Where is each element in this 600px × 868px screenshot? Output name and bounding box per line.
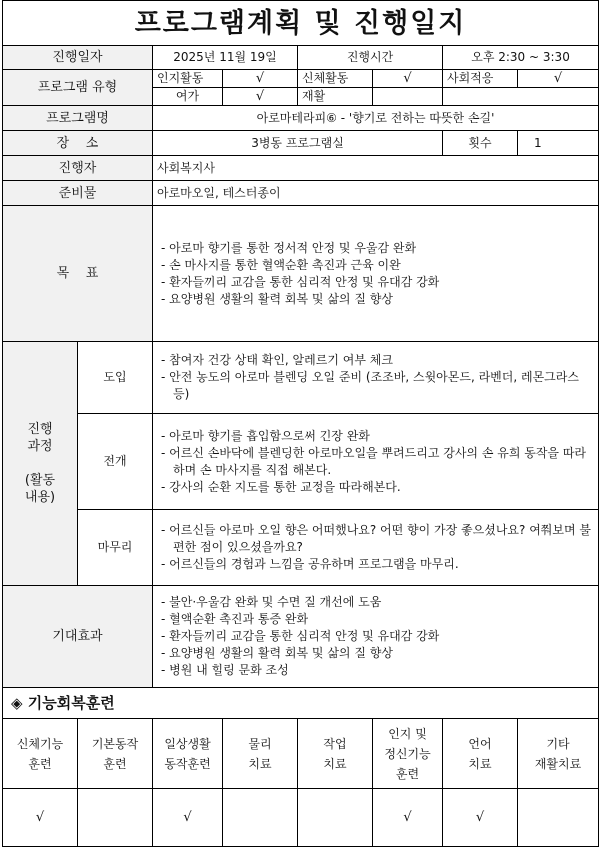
header-line: 인지 및 — [388, 726, 427, 741]
rehab-check-cell — [223, 789, 298, 847]
rehab-check-cell — [78, 789, 153, 847]
phase-item: - 어르신들의 경험과 느낌을 공유하며 프로그램을 마무리. — [161, 557, 459, 571]
header-line: 치료 — [468, 756, 492, 771]
phase-item: - 참여자 건강 상태 확인, 알레르기 여부 체크 — [161, 353, 393, 367]
header-line: 기본동작 — [91, 736, 139, 751]
place-value: 3병동 프로그램실 — [153, 131, 443, 156]
count-label: 횟수 — [443, 131, 518, 156]
process-label-line: 내용) — [24, 490, 56, 505]
goal-item: - 요양병원 생활의 활력 회복 및 삶의 질 향상 — [161, 291, 393, 306]
materials-value: 아로마오일, 테스터종이 — [153, 181, 599, 206]
phase-develop-label: 전개 — [78, 414, 153, 510]
rehab-col-header — [298, 719, 373, 789]
header-line: 신체기능 — [16, 736, 64, 751]
phase-item: - 어르신들 아로마 오일 향은 어떠했나요? 어떤 향이 가장 좋으셨나요? 여쭤보며 불편한 점이 있으셨을까요? — [161, 523, 591, 554]
type-rehab-check — [373, 88, 443, 106]
type-cognitive-label: 인지활동 — [153, 70, 223, 88]
process-label-line: 진행 — [27, 422, 53, 437]
count-value: 1 — [518, 131, 599, 156]
header-line: 치료 — [323, 756, 347, 771]
goal-list — [153, 206, 599, 342]
phase-intro-list — [153, 342, 599, 414]
goal-item: - 아로마 향기를 통한 정서적 안정 및 우울감 완화 — [161, 240, 417, 255]
effect-item: - 불안·우울감 완화 및 수면 질 개선에 도움 — [161, 595, 382, 609]
type-leisure-check: √ — [223, 88, 298, 106]
place-label: 장 소 — [3, 131, 153, 156]
header-line: 언어 — [468, 736, 492, 751]
phase-item: - 어르신 손바닥에 블렌딩한 아로마오일을 뿌려드리고 강사의 손 유희 동작을 따라하며 손 마사지를 직접 해본다. — [161, 445, 587, 477]
leader-value: 사회복지사 — [153, 156, 599, 181]
process-label-line: (활동 — [24, 473, 56, 488]
header-line: 정신기능 — [384, 746, 431, 761]
leader-label: 진행자 — [3, 156, 153, 181]
program-name-value: 아로마테라피⑥ - '향기로 전하는 따뜻한 손길' — [153, 106, 599, 131]
rehab-col-header — [373, 719, 443, 789]
goal-item: - 손 마사지를 통한 혈액순환 촉진과 근육 이완 — [161, 257, 401, 272]
rehab-check-cell — [298, 789, 373, 847]
header-line: 훈련 — [28, 756, 52, 771]
rehab-check-cell: √ — [443, 789, 518, 847]
phase-closing-label: 마무리 — [78, 510, 153, 586]
rehab-col-header — [78, 719, 153, 789]
effect-item: - 병원 내 힐링 문화 조성 — [161, 663, 289, 677]
type-social-label: 사회적응 — [443, 70, 518, 88]
materials-label: 준비물 — [3, 181, 153, 206]
rehab-col-header — [443, 719, 518, 789]
header-line: 기타 — [546, 736, 570, 751]
type-empty — [443, 88, 599, 106]
phase-item: - 강사의 순환 지도를 통한 교정을 따라해본다. — [161, 479, 401, 494]
effect-list — [153, 586, 599, 688]
header-line: 재활치료 — [534, 756, 582, 771]
rehab-check-cell: √ — [153, 789, 223, 847]
program-type-label: 프로그램 유형 — [3, 70, 153, 106]
process-label — [3, 342, 78, 586]
phase-item: - 아로마 향기를 흡입함으로써 긴장 완화 — [161, 428, 370, 443]
header-line: 훈련 — [395, 766, 420, 781]
rehab-col-header — [223, 719, 298, 789]
type-cognitive-check: √ — [223, 70, 298, 88]
header-line: 동작훈련 — [164, 756, 211, 771]
type-rehab-label: 재활 — [298, 88, 373, 106]
time-label: 진행시간 — [298, 46, 443, 70]
effect-item: - 혈액순환 촉진과 통증 완화 — [161, 612, 309, 626]
program-plan-table — [2, 0, 599, 847]
header-line: 물리 — [248, 736, 272, 751]
rehab-section-heading: ◈ 기능회복훈련 — [3, 688, 599, 719]
time-value: 오후 2:30 ~ 3:30 — [443, 46, 599, 70]
date-value: 2025년 11월 19일 — [153, 46, 298, 70]
phase-develop-list — [153, 414, 599, 510]
rehab-check-cell — [518, 789, 599, 847]
rehab-check-cell: √ — [3, 789, 78, 847]
phase-intro-label: 도입 — [78, 342, 153, 414]
phase-closing-list — [153, 510, 599, 586]
header-line: 치료 — [248, 756, 272, 771]
program-name-label: 프로그램명 — [3, 106, 153, 131]
program-log-document — [2, 0, 598, 847]
goal-label: 목 표 — [3, 206, 153, 342]
document-title: 프로그램계획 및 진행일지 — [3, 1, 599, 46]
goal-item: - 환자들끼리 교감을 통한 심리적 안정 및 유대감 강화 — [161, 274, 440, 289]
process-label-line — [7, 455, 73, 472]
type-leisure-label: 여가 — [153, 88, 223, 106]
process-label-line: 과정 — [27, 439, 53, 454]
type-social-check: √ — [518, 70, 599, 88]
header-line: 일상생활 — [164, 736, 211, 751]
type-physical-check: √ — [373, 70, 443, 88]
phase-item: - 안전 농도의 아로마 블렌딩 오일 준비 (조조바, 스윗아몬드, 라벤더, 레몬그라스 등) — [161, 370, 579, 401]
rehab-col-header — [3, 719, 78, 789]
effect-label: 기대효과 — [3, 586, 153, 688]
rehab-col-header — [518, 719, 599, 789]
rehab-col-header — [153, 719, 223, 789]
rehab-check-cell: √ — [373, 789, 443, 847]
date-label: 진행일자 — [3, 46, 153, 70]
header-line: 작업 — [323, 736, 347, 751]
effect-item: - 요양병원 생활의 활력 회복 및 삶의 질 향상 — [161, 646, 393, 660]
type-physical-label: 신체활동 — [298, 70, 373, 88]
effect-item: - 환자들끼리 교감을 통한 심리적 안정 및 유대감 강화 — [161, 629, 440, 643]
header-line: 훈련 — [103, 756, 127, 771]
